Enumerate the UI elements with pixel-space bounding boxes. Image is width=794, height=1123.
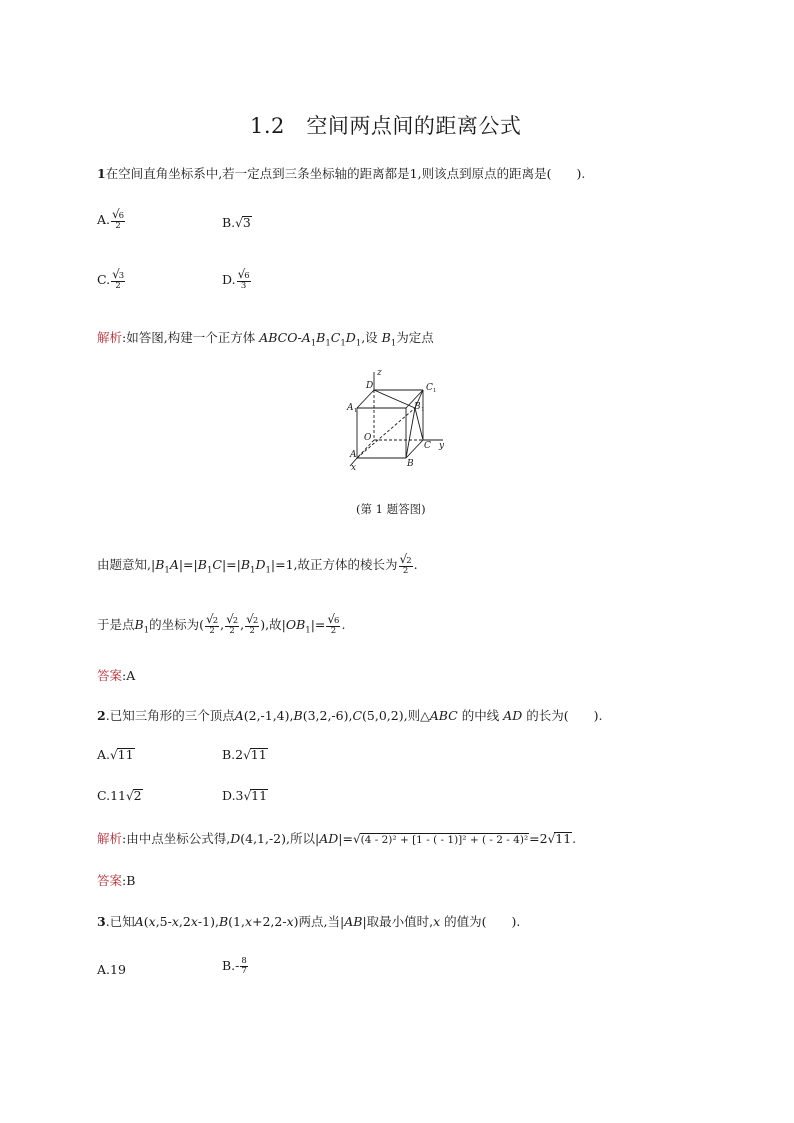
q1-option-b: B.√3 [222,215,251,230]
label-c1: C [426,383,433,393]
question-number: 1 [97,166,106,181]
label-a: A [350,450,357,460]
q1-option-d: D. $\frac{√6}{3}$ [222,267,250,291]
label-c: C [424,441,431,451]
q1-option-a: A. $\frac{√6}{2}$ [97,207,125,231]
svg-text:1: 1 [354,408,358,414]
label-z: z [377,368,382,378]
question-3: 3.已知A(x,5-x,2x-1),B(1,x+2,2-x)两点,当|AB|取最小值时,x 的值为( ). [97,914,521,929]
question-2: 2.已知三角形的三个顶点A(2,-1,4),B(3,2,-6),C(5,0,2),则△ABC 的中线 AD 的长为( ). [97,708,603,723]
q2-analysis: 解析:由中点坐标公式得,D(4,1,-2),所以|AD|=√(4 - 2)² + [1 - ( - 1)]² + ( - 2 - 4)²=2√11. [97,831,577,846]
page-title: 1.2 空间两点间的距离公式 [250,114,522,138]
question-text: 在空间直角坐标系中,若一定点到三条坐标轴的距离都是1,则该点到原点的距离是( ). [105,166,586,181]
label-d: D [366,381,374,391]
figure-caption: (第 1 题答图) [356,502,426,516]
label-a1: A [347,403,354,413]
q1-analysis-line2: 由题意知$,|B_1A|=|B_1C|=|B_1D_1|=1$,故正方体的棱长为 $\frac{√2}{2}$ . [97,552,418,576]
edge [357,390,374,408]
q1-analysis: 解析:如答图,构建一个正方体 ABCO-$A_1B_1C_1D_1$,设 $B_1$为定点 [97,330,434,349]
label-b: B [407,459,414,469]
label-x: x [351,463,357,473]
q2-option-c: C.11√2 [97,788,142,803]
q1-analysis-line3: 于是点$B_1$的坐标为( $\frac{√2}{2}$ , $\frac{√2}{2}$ , $\frac{√2}{2}$ ),故$|OB_1|=$ $\frac{√6}{2}$ . [97,612,346,636]
label-o: O [364,433,372,443]
svg-text:1: 1 [421,407,425,413]
analysis-label: 解析 [97,330,123,345]
q2-option-a: A.√11 [97,747,134,762]
edge [374,390,415,408]
q2-answer: 答案:B [97,873,136,888]
svg-text:1: 1 [433,388,437,394]
q2-option-b: B.2√11 [222,747,267,762]
label-y: y [439,441,445,451]
q1-answer: 答案:A [97,668,136,683]
label-b1: B [414,402,421,412]
question-1 [97,164,585,182]
q3-option-b: B.- $\frac{8}{7}$ [222,956,247,976]
q2-option-d: D.3√11 [222,788,268,803]
q1-option-c: C. $\frac{√3}{2}$ [97,267,125,291]
cube-figure [340,366,460,474]
q3-option-a: A.19 [97,962,126,977]
